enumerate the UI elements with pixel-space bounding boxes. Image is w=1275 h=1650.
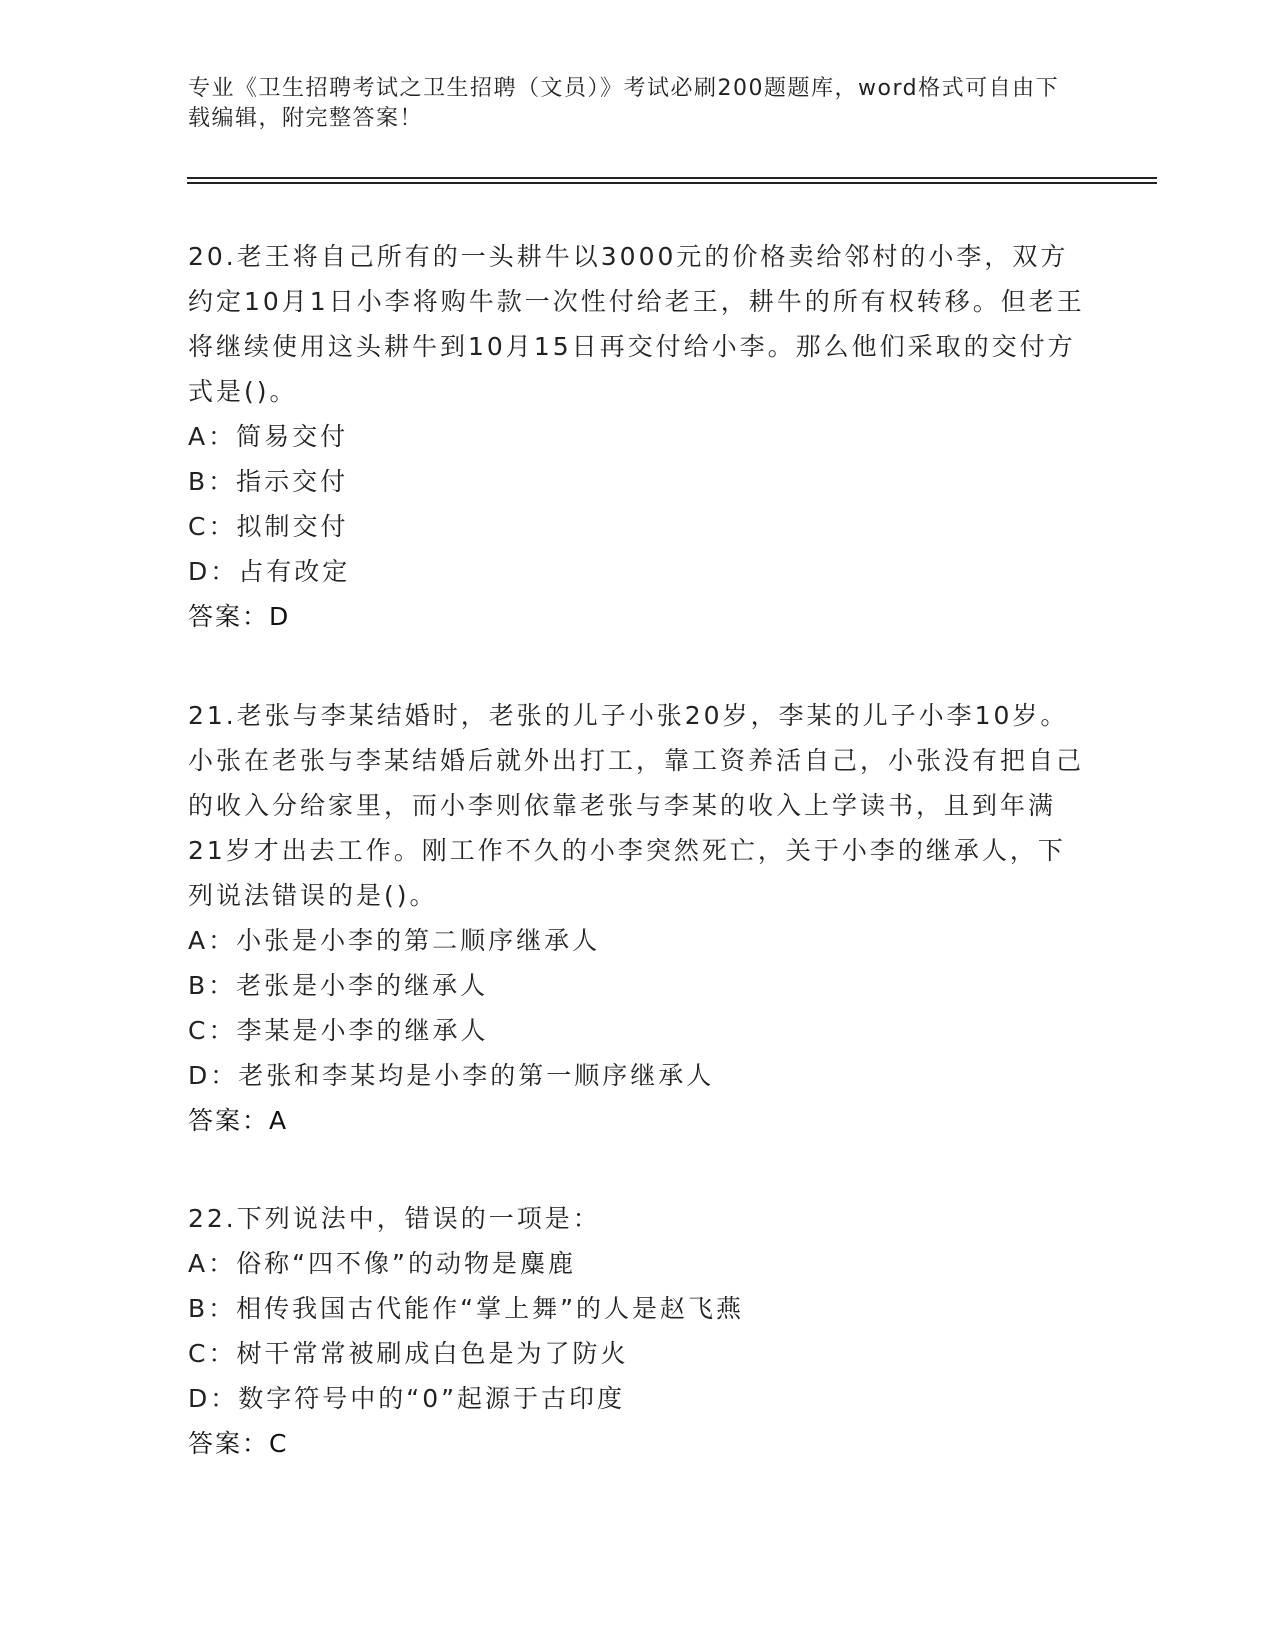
question-20	[188, 234, 1088, 639]
option-d: D：老张和李某均是小李的第一顺序继承人	[188, 1061, 715, 1090]
header-divider-bottom	[187, 182, 1157, 184]
option-c: C：树干常常被刷成白色是为了防火	[188, 1339, 629, 1368]
option-a: A：俗称“四不像”的动物是麋鹿	[188, 1249, 577, 1278]
option-a: A：简易交付	[188, 422, 349, 451]
option-d: D：数字符号中的“0”起源于古印度	[188, 1384, 626, 1413]
option-b: B：指示交付	[188, 467, 349, 496]
option-c: C：拟制交付	[188, 512, 349, 541]
question-21	[188, 693, 1088, 1143]
option-b: B：相传我国古代能作“掌上舞”的人是赵飞燕	[188, 1294, 745, 1323]
question-stem: 20.老王将自己所有的一头耕牛以3000元的价格卖给邻村的小李，双方约定10月1日小李将购牛款一次性付给老王，耕牛的所有权转移。但老王将继续使用这头耕牛到10月15日再交付给小李。那么他们采取的交付方式是()。	[188, 242, 1085, 406]
option-c: C：李某是小李的继承人	[188, 1016, 489, 1045]
option-b: B：老张是小李的继承人	[188, 971, 489, 1000]
question-22	[188, 1196, 1088, 1466]
option-a: A：小张是小李的第二顺序继承人	[188, 926, 601, 955]
document-header: 专业《卫生招聘考试之卫生招聘（文员）》考试必刷200题题库，word格式可自由下载编辑，附完整答案！	[188, 76, 1060, 131]
question-stem: 22.下列说法中，错误的一项是：	[188, 1204, 601, 1233]
answer: 答案：D	[188, 602, 291, 631]
answer: 答案：A	[188, 1106, 289, 1135]
header-divider-top	[187, 177, 1157, 179]
answer: 答案：C	[188, 1429, 289, 1458]
option-d: D：占有改定	[188, 557, 351, 586]
question-stem: 21.老张与李某结婚时，老张的儿子小张20岁，李某的儿子小李10岁。小张在老张与李某结婚后就外出打工，靠工资养活自己，小张没有把自己的收入分给家里，而小李则依靠老张与李某的收入上学读书，且到年满21岁才出去工作。刚工作不久的小李突然死亡，关于小李的继承人，下列说法错误的是()。	[188, 701, 1085, 910]
